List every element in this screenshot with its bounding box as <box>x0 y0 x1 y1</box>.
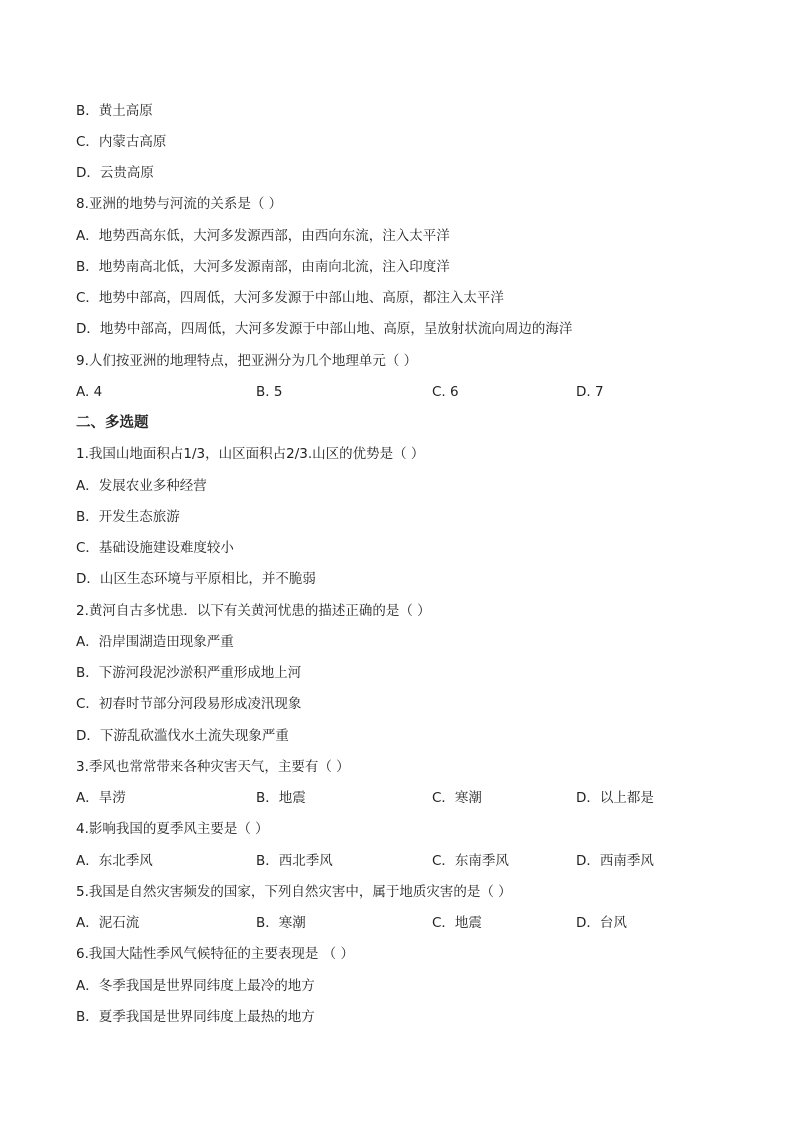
mq2-option-c: C．初春时节部分河段易形成凌汛现象 <box>76 696 302 712</box>
mq6-option-a: A．冬季我国是世界同纬度上最冷的地方 <box>76 978 315 994</box>
mq1-option-d: D．山区生态环境与平原相比，并不脆弱 <box>76 571 316 587</box>
mq1-option-a: A．发展农业多种经营 <box>76 478 207 494</box>
q9-option-d: D. 7 <box>576 384 604 400</box>
q8-option-d: D．地势中部高，四周低，大河多发源于中部山地、高原，呈放射状流向周边的海洋 <box>76 321 573 337</box>
mq4-option-c: C．东南季风 <box>432 853 509 869</box>
mq1-option-c: C．基础设施建设难度较小 <box>76 540 234 556</box>
mq6-option-b: B．夏季我国是世界同纬度上最热的地方 <box>76 1009 315 1025</box>
mq4-stem: 4.影响我国的夏季风主要是（ ） <box>76 821 269 837</box>
mq3-stem: 3.季风也常常带来各种灾害天气，主要有（ ） <box>76 759 350 775</box>
mq6-stem: 6.我国大陆性季风气候特征的主要表现是 （ ） <box>76 946 354 962</box>
q9-option-b: B. 5 <box>256 384 283 400</box>
q8-option-a: A．地势西高东低，大河多发源西部，由西向东流，注入太平洋 <box>76 228 450 244</box>
mq4-option-d: D．西南季风 <box>576 853 654 869</box>
q9-option-c: C. 6 <box>432 384 459 400</box>
mq5-stem: 5.我国是自然灾害频发的国家，下列自然灾害中，属于地质灾害的是（ ） <box>76 884 512 900</box>
mq2-option-d: D．下游乱砍滥伐水土流失现象严重 <box>76 728 289 744</box>
mq1-option-b: B．开发生态旅游 <box>76 509 180 525</box>
mq3-option-c: C．寒潮 <box>432 790 482 806</box>
q8-option-b: B．地势南高北低，大河多发源南部，由南向北流，注入印度洋 <box>76 259 450 275</box>
q7-option-b: B．黄土高原 <box>76 103 153 119</box>
mq3-option-a: A．旱涝 <box>76 790 126 806</box>
q9-option-a: A. 4 <box>76 384 103 400</box>
mq5-option-a: A．泥石流 <box>76 915 140 931</box>
mq5-option-c: C．地震 <box>432 915 482 931</box>
mq5-option-b: B．寒潮 <box>256 915 306 931</box>
q7-option-c: C．内蒙古高原 <box>76 134 167 150</box>
q8-option-c: C．地势中部高，四周低，大河多发源于中部山地、高原，都注入太平洋 <box>76 290 504 306</box>
mq2-option-a: A．沿岸围湖造田现象严重 <box>76 634 234 650</box>
q7-option-d: D．云贵高原 <box>76 165 154 181</box>
q8-stem: 8.亚洲的地势与河流的关系是（ ） <box>76 196 283 212</box>
mq3-option-d: D．以上都是 <box>576 790 654 806</box>
mq4-option-b: B．西北季风 <box>256 853 333 869</box>
mq2-stem: 2.黄河自古多忧患．以下有关黄河忧患的描述正确的是（ ） <box>76 603 431 619</box>
mq5-option-d: D．台风 <box>576 915 627 931</box>
mq3-option-b: B．地震 <box>256 790 306 806</box>
section-heading-multiple-choice: 二、多选题 <box>76 415 149 431</box>
mq1-stem: 1.我国山地面积占1/3，山区面积占2/3.山区的优势是（ ） <box>76 446 425 462</box>
mq2-option-b: B．下游河段泥沙淤积严重形成地上河 <box>76 665 302 681</box>
q9-stem: 9.人们按亚洲的地理特点，把亚洲分为几个地理单元（ ） <box>76 353 418 369</box>
mq4-option-a: A．东北季风 <box>76 853 153 869</box>
